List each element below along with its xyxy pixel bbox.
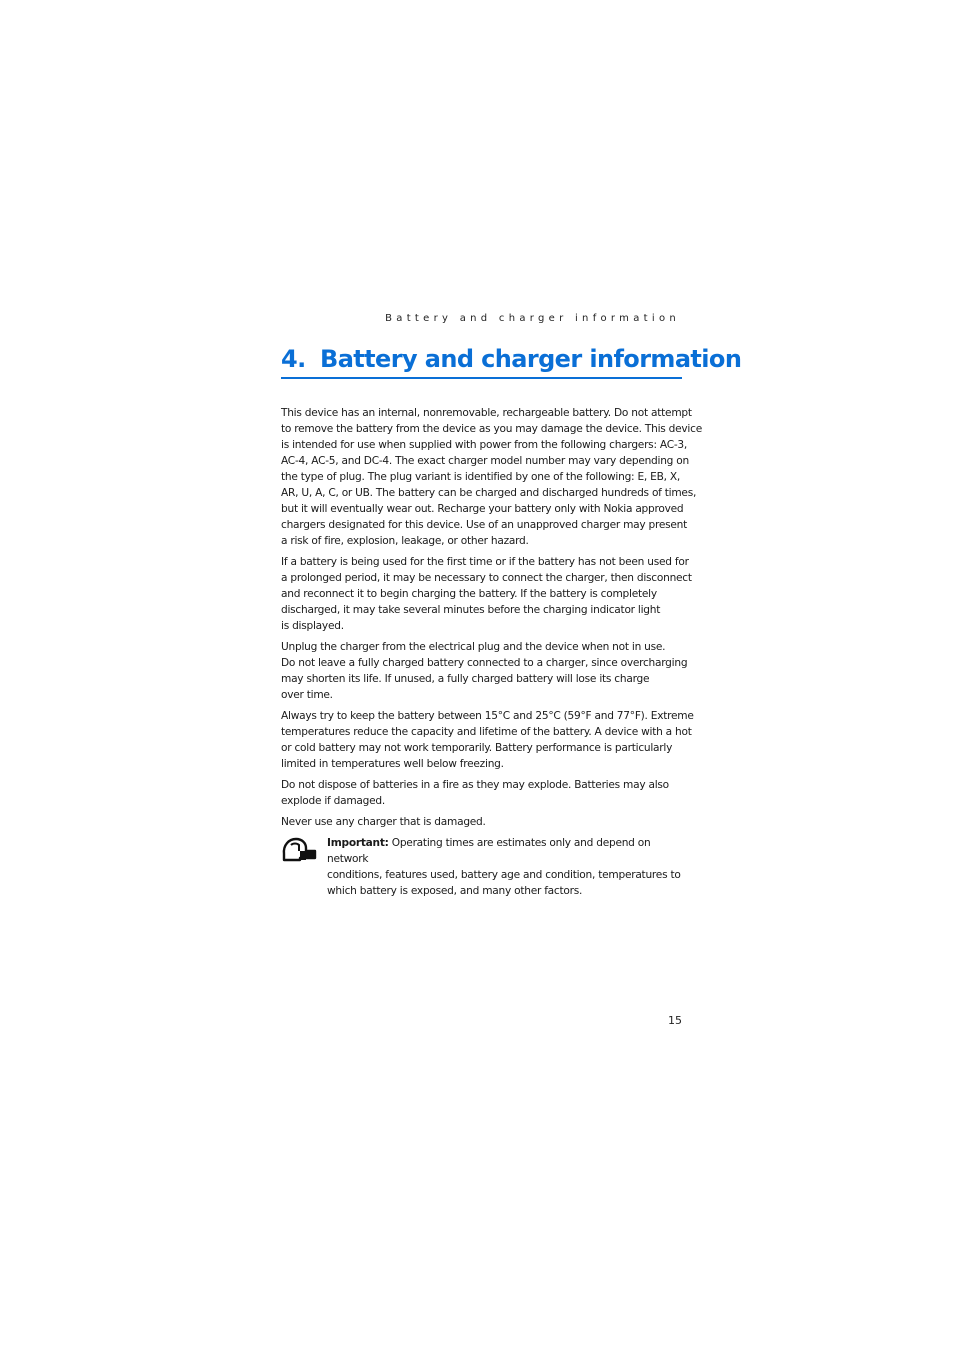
chapter-title: Battery and charger information <box>320 345 742 373</box>
page-number: 15 <box>668 1014 682 1027</box>
paragraph-unplug: Unplug the charger from the electrical plug and the device when not in use. Do not leave a fully charged battery connected to a charger, since overcharging may shorten its life. If unused, a fully charged battery will lose its charge over time. <box>281 641 688 701</box>
body-text <box>281 405 702 899</box>
paragraph-disposal: Do not dispose of batteries in a fire as they may explode. Batteries may also explode if damaged. <box>281 779 669 807</box>
paragraph-first-charge: If a battery is being used for the first time or if the battery has not been used for a prolonged period, it may be necessary to connect the charger, then disconnect and reconnect it to begin charging the battery. If the battery is completely discharged, it may take several minutes before the charging indicator light is displayed. <box>281 556 692 632</box>
paragraph-damaged-charger: Never use any charger that is damaged. <box>281 816 486 828</box>
paragraph-battery-intro: This device has an internal, nonremovable, rechargeable battery. Do not attempt to remove the battery from the device as you may damage the device. This device is intended for use when supplied with power from the following chargers: AC-3, AC-4, AC-5, and DC-4. The exact charger model number may vary depending on the type of plug. The plug variant is identified by one of the following: E, EB, X, AR, U, A, C, or UB. The battery can be charged and discharged hundreds of times, but it will eventually wear out. Recharge your battery only with Nokia approved chargers designated for this device. Use of an unapproved charger may present a risk of fire, explosion, leakage, or other hazard. <box>281 407 702 547</box>
important-note: Important: Operating times are estimates only and depend on network conditions, features used, battery age and condition, temperatures to which battery is exposed, and many other factors. <box>281 835 683 899</box>
important-hand-icon <box>281 836 317 862</box>
chapter-number: 4. <box>281 345 306 373</box>
running-header: Battery and charger information <box>385 313 680 324</box>
paragraph-temperature: Always try to keep the battery between 15°C and 25°C (59°F and 77°F). Extreme temperatures reduce the capacity and lifetime of the battery. A device with a hot or cold battery may not work temporarily. Battery performance is particularly limited in temperatures well below freezing. <box>281 710 694 770</box>
chapter-heading <box>281 344 742 379</box>
note-label: Important: <box>327 837 389 849</box>
